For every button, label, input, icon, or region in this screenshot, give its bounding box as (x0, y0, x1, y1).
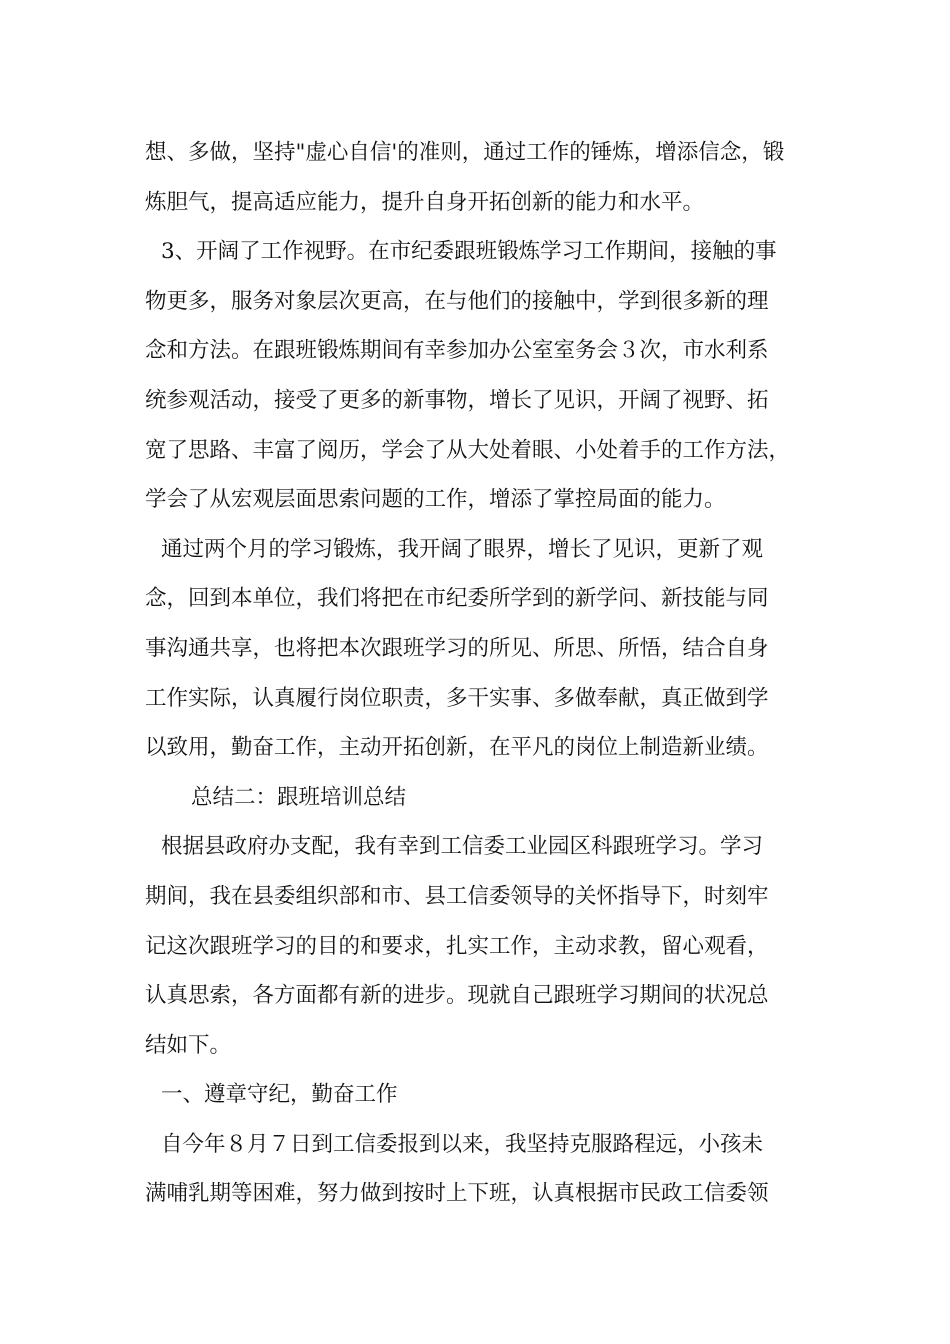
text-line: 自今年８月７日到工信委报到以来，我坚持克服路程远，小孩未 (161, 1131, 764, 1157)
text-line: 统参观活动，接受了更多的新事物，增长了见识，开阔了视野、拓 (145, 387, 769, 413)
text-line: 炼胆气，提高适应能力，提升自身开拓创新的能力和水平。 (145, 189, 705, 215)
text-line: 以致用，勤奋工作，主动开拓创新，在平凡的岗位上制造新业绩。 (145, 735, 769, 761)
text-line: 学会了从宏观层面思索问题的工作，增添了掌控局面的能力。 (145, 487, 726, 513)
text-line: 念和方法。在跟班锻炼期间有幸参加办公室室务会３次，市水利系 (145, 338, 769, 364)
text-line: 事沟通共享，也将把本次跟班学习的所见、所思、所悟，结合自身 (145, 635, 769, 661)
text-line: 宽了思路、丰富了阅历，学会了从大处着眼、小处着手的工作方法， (145, 437, 791, 463)
text-line: 物更多，服务对象层次更高，在与他们的接触中，学到很多新的理 (145, 288, 769, 314)
text-line: 念，回到本单位，我们将把在市纪委所学到的新学问、新技能与同 (145, 586, 769, 612)
text-line: 期间，我在县委组织部和市、县工信委领导的关怀指导下，时刻牢 (145, 883, 769, 909)
text-line: 记这次跟班学习的目的和要求，扎实工作，主动求教，留心观看， (145, 933, 769, 959)
text-line: 3、开阔了工作视野。在市纪委跟班锻炼学习工作期间，接触的事 (161, 239, 777, 265)
text-line: 通过两个月的学习锻炼，我开阔了眼界，增长了见识，更新了观 (161, 536, 764, 562)
text-line: 满哺乳期等困难，努力做到按时上下班，认真根据市民政工信委领 (145, 1181, 769, 1207)
subsection-heading: 一、遵章守纪，勤奋工作 (161, 1082, 398, 1108)
text-line: 工作实际，认真履行岗位职责，多干实事、多做奉献，真正做到学 (145, 685, 769, 711)
text-line: 根据县政府办支配，我有幸到工信委工业园区科跟班学习。学习 (161, 834, 764, 860)
section-heading: 总结二：跟班培训总结 (191, 784, 407, 810)
text-line: 想、多做，坚持"虚心自信'的准则，通过工作的锤炼，增添信念，锻 (145, 140, 785, 165)
document-body (145, 128, 825, 1219)
text-line: 认真思索，各方面都有新的进步。现就自己跟班学习期间的状况总 (145, 983, 769, 1009)
text-line: 结如下。 (145, 1032, 232, 1058)
